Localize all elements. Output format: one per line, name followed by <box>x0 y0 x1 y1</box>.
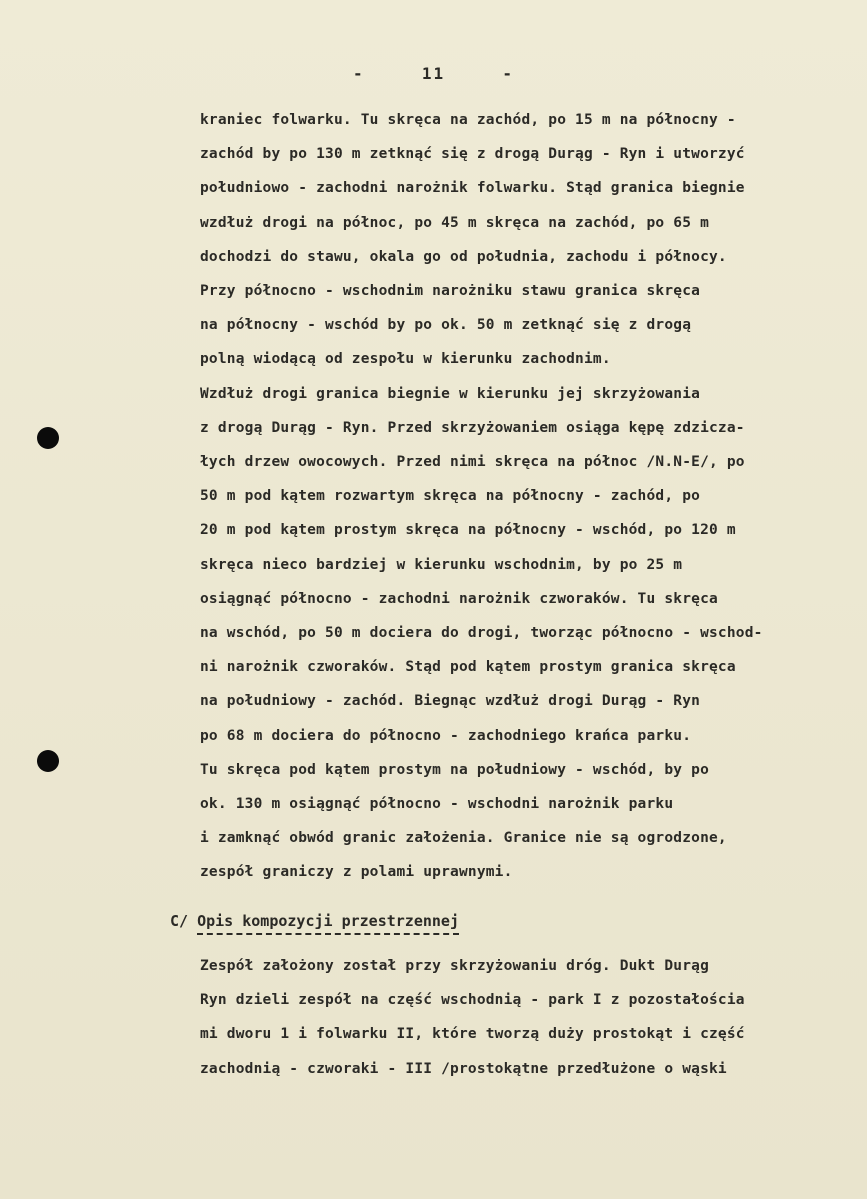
text-line: zachód by po 130 m zetknąć się z drogą Durąg - Ryn i utworzyć <box>200 146 745 163</box>
text-line: zespół graniczy z polami uprawnymi. <box>200 864 513 881</box>
text-line: Przy północno - wschodnim narożniku stawu granica skręca <box>200 283 701 299</box>
text-line: na wschód, po 50 m dociera do drogi, tworząc północno - wschod- <box>200 625 763 641</box>
text-line: łych drzew owocowych. Przed nimi skręca na północ /N.N-E/, po <box>200 454 745 470</box>
text-line: polną wiodącą od zespołu w kierunku zachodnim. <box>200 351 611 368</box>
text-line: 50 m pod kątem rozwartym skręca na północny - zachód, po <box>200 488 701 505</box>
text-line: południowo - zachodni narożnik folwarku. Stąd granica biegnie <box>200 180 745 197</box>
text-line: Ryn dzieli zespół na część wschodnią - park I z pozostałościa <box>200 992 745 1009</box>
punch-hole <box>37 427 59 449</box>
section-label: C/ <box>170 912 189 930</box>
text-line: dochodzi do stawu, okala go od południa, zachodu i północy. <box>200 248 727 265</box>
text-line: na północny - wschód by po ok. 50 m zetknąć się z drogą <box>200 317 692 334</box>
text-line: skręca nieco bardziej w kierunku wschodnim, by po 25 m <box>200 556 683 573</box>
text-line: po 68 m dociera do północno - zachodniego krańca parku. <box>200 727 692 744</box>
text-line: ok. 130 m osiągnąć północno - wschodni narożnik parku <box>200 796 674 812</box>
punch-hole <box>37 750 59 772</box>
page-number-value: 11 <box>421 64 446 83</box>
section-heading <box>170 912 459 930</box>
text-line: mi dworu 1 i folwarku II, które tworzą duży prostokąt i część <box>200 1026 745 1043</box>
text-line: kraniec folwarku. Tu skręca na zachód, po 15 m na północny - <box>200 112 736 128</box>
text-line: Tu skręca pod kątem prostym na południowy - wschód, by po <box>200 761 709 778</box>
text-line: wzdłuż drogi na północ, po 45 m skręca na zachód, po 65 m <box>200 214 709 231</box>
text-line: osiągnąć północno - zachodni narożnik czworaków. Tu skręca <box>200 590 718 607</box>
text-line: ni narożnik czworaków. Stąd pod kątem prostym granica skręca <box>200 659 736 676</box>
text-line: i zamknąć obwód granic założenia. Granice nie są ogrodzone, <box>200 830 727 847</box>
page-number <box>0 64 867 83</box>
section-title: Opis kompozycji przestrzennej <box>197 912 459 935</box>
text-line: na południowy - zachód. Biegnąc wzdłuż drogi Durąg - Ryn <box>200 693 701 710</box>
text-line: zachodnią - czworaki - III /prostokątne przedłużone o wąski <box>200 1060 727 1077</box>
page-number-dash-left: - <box>352 64 365 83</box>
text-line: z drogą Durąg - Ryn. Przed skrzyżowaniem osiąga kępę zdzicza- <box>200 419 745 436</box>
text-line: 20 m pod kątem prostym skręca na północny - wschód, po 120 m <box>200 522 736 539</box>
page-number-dash-right: - <box>502 64 515 83</box>
text-line: Zespół założony został przy skrzyżowaniu dróg. Dukt Durąg <box>200 958 709 974</box>
text-line: Wzdłuż drogi granica biegnie w kierunku jej skrzyżowania <box>200 385 701 402</box>
